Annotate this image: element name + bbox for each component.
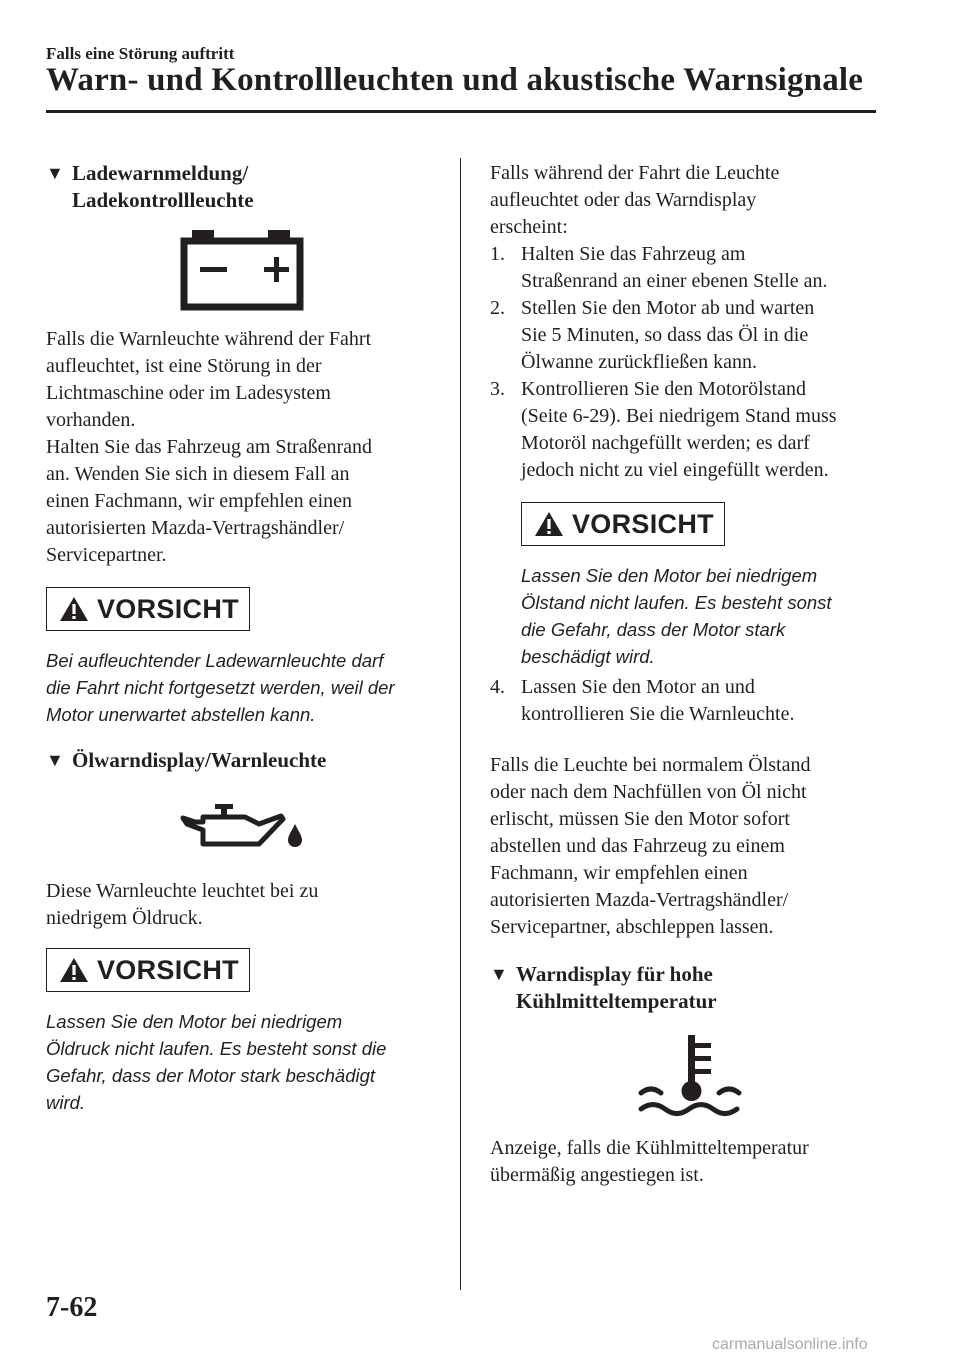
caution-line: die Gefahr, dass der Motor stark [521,619,786,640]
caution-line: Gefahr, dass der Motor stark beschädigt [46,1065,376,1086]
body-line: übermäßig angestiegen ist. [490,1164,704,1186]
step-line: Kontrollieren Sie den Motorölstand [521,378,806,400]
steps-list-continued [490,674,890,728]
charge-heading-line2: Ladekontrollleuchte [72,188,254,212]
right-caution-text [521,562,890,670]
left-column [46,160,438,1116]
after-text [490,752,890,941]
caution-line: Bei aufleuchtender Ladewarnleuchte darf [46,650,384,671]
body-line: Servicepartner. [46,544,167,566]
caution-label: VORSICHT [572,508,714,539]
step-line: Halten Sie das Fahrzeug am [521,243,746,265]
oil-heading-text: Ölwarndisplay/Warnleuchte [72,748,327,772]
body-line: einen Fachmann, wir empfehlen einen [46,490,352,512]
body-line: autorisierten Mazda-Vertragshändler/ [490,889,789,911]
body-line: niedrigem Öldruck. [46,907,203,929]
caution-line: Motor unerwartet abstellen kann. [46,704,316,725]
caution-label: VORSICHT [97,954,239,985]
body-line: abstellen und das Fahrzeug zu einem [490,835,785,857]
triangle-bullet-icon: ▼ [46,750,64,770]
body-line: erscheint: [490,216,568,238]
body-line: erlischt, müssen Sie den Motor sofort [490,808,790,830]
intro-text [490,160,890,241]
step-line: (Seite 6-29). Bei niedrigem Stand muss [521,405,837,427]
section-header: Falls eine Störung auftritt [46,44,235,63]
body-line: Falls während der Fahrt die Leuchte [490,162,780,184]
charge-body [46,326,438,569]
step-line: kontrollieren Sie die Warnleuchte. [521,703,795,725]
caution-line: beschädigt wird. [521,646,655,667]
step-line: Lassen Sie den Motor an und [521,676,755,698]
body-line: Servicepartner, abschleppen lassen. [490,916,774,938]
step-line: Straßenrand an einer ebenen Stelle an. [521,270,828,292]
warning-icon [534,511,564,537]
column-divider [460,158,461,1290]
coolant-heading-line2: Kühlmitteltemperatur [516,989,717,1013]
body-line: Halten Sie das Fahrzeug am Straßenrand [46,436,373,458]
caution-line: Lassen Sie den Motor bei niedrigem [521,565,818,586]
oil-heading [46,747,438,774]
coolant-heading [490,961,890,1015]
charge-heading [46,160,438,214]
body-line: vorhanden. [46,409,136,431]
body-line: autorisierten Mazda-Vertragshändler/ [46,517,345,539]
caution-line: Ölstand nicht laufen. Es besteht sonst [521,592,832,613]
step-number: 1. [490,243,505,265]
charge-heading-line1: Ladewarnmeldung/ [72,161,249,185]
step-number: 4. [490,676,505,698]
caution-line: die Fahrt nicht fortgesetzt werden, weil der [46,677,395,698]
step-line: Sie 5 Minuten, so dass das Öl in die [521,324,809,346]
body-line: aufleuchtet oder das Warndisplay [490,189,757,211]
coolant-heading-line1: Warndisplay für hohe [516,962,713,986]
caution-box [46,948,250,992]
step-line: Ölwanne zurückfließen kann. [521,351,758,373]
warning-icon [59,596,89,622]
body-line: Falls die Leuchte bei normalem Ölstand [490,754,811,776]
body-line: oder nach dem Nachfüllen von Öl nicht [490,781,807,803]
caution-line: wird. [46,1092,86,1113]
step-line: Motoröl nachgefüllt werden; es darf [521,432,810,454]
coolant-body [490,1135,890,1189]
body-line: an. Wenden Sie sich in diesem Fall an [46,463,350,485]
coolant-temperature-icon [490,1033,890,1125]
page-number: 7-62 [46,1292,98,1323]
right-column [490,160,890,1189]
body-line: Anzeige, falls die Kühlmitteltemperatur [490,1137,809,1159]
header-divider [46,110,876,113]
oil-caution-text [46,1008,438,1116]
list-item [490,295,890,376]
body-line: Falls die Warnleuchte während der Fahrt [46,328,372,350]
body-line: Fachmann, wir empfehlen einen [490,862,748,884]
page-title: Warn- und Kontrollleuchten und akustische Warnsignale [46,62,864,98]
charge-caution-text [46,647,438,728]
step-number: 2. [490,297,505,319]
list-item [490,376,890,484]
list-item [490,674,890,728]
list-item [490,241,890,295]
watermark: carmanualsonline.info [712,1336,868,1353]
body-line: aufleuchtet, ist eine Störung in der [46,355,322,377]
triangle-bullet-icon: ▼ [490,964,508,984]
oil-can-icon [46,802,438,858]
body-line: Lichtmaschine oder im Ladesystem [46,382,331,404]
oil-body [46,878,438,932]
caution-box [521,502,725,546]
caution-label: VORSICHT [97,593,239,624]
warning-icon [59,957,89,983]
caution-line: Lassen Sie den Motor bei niedrigem [46,1011,343,1032]
step-line: Stellen Sie den Motor ab und warten [521,297,815,319]
body-line: Diese Warnleuchte leuchtet bei zu [46,880,319,902]
steps-list [490,241,890,484]
step-number: 3. [490,378,505,400]
triangle-bullet-icon: ▼ [46,163,64,183]
caution-box [46,587,250,631]
step-line: jedoch nicht zu viel eingefüllt werden. [521,459,829,481]
battery-icon [46,228,438,312]
caution-line: Öldruck nicht laufen. Es besteht sonst die [46,1038,387,1059]
